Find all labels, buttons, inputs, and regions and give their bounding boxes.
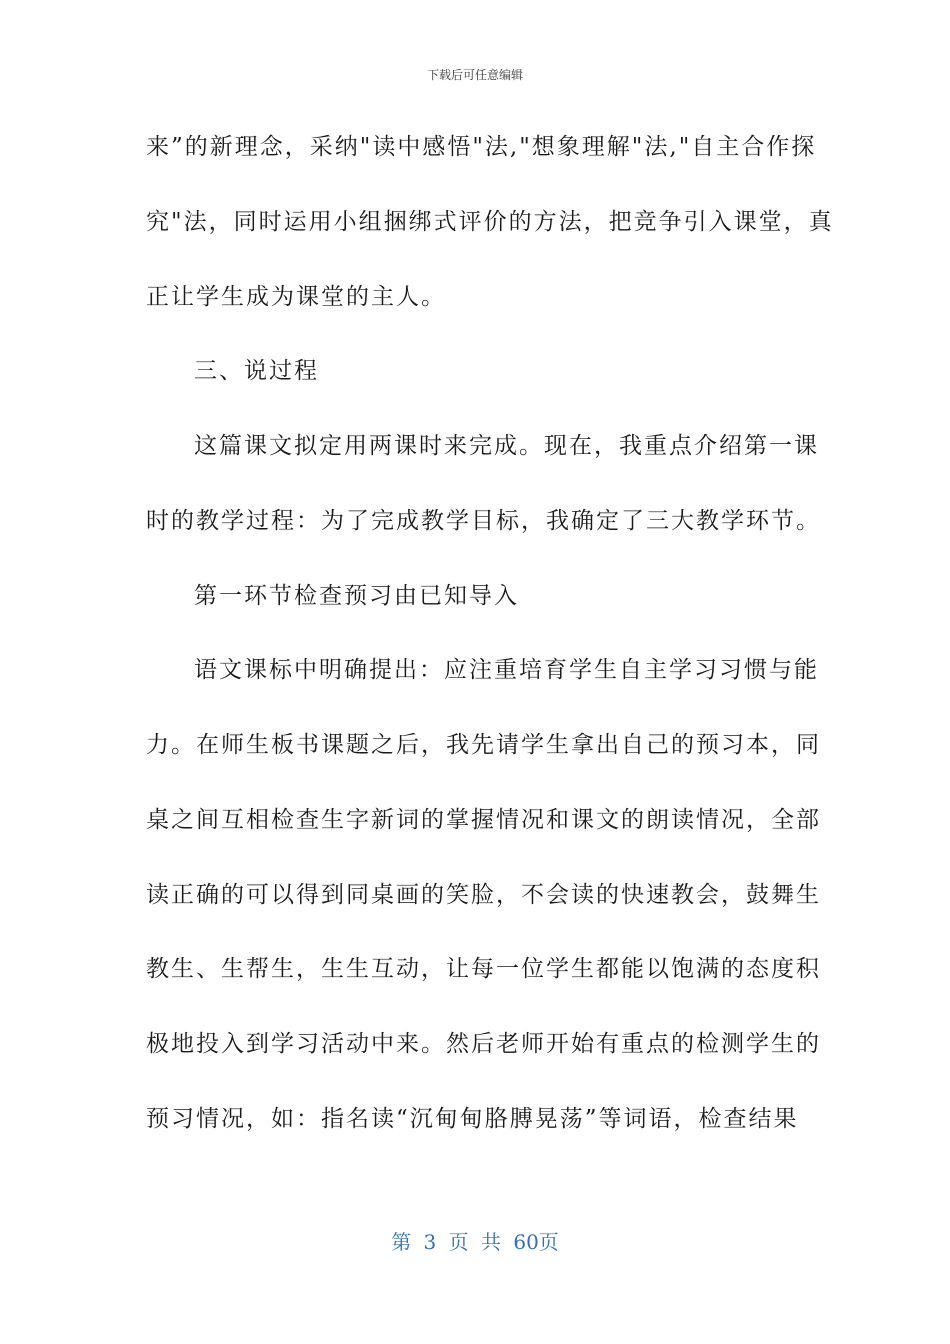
paragraph-line: 桌之间互相检查生字新词的掌握情况和课文的朗读情况，全部: [146, 807, 821, 833]
paragraph-line: 力。在师生板书课题之后，我先请学生拿出自己的预习本，同: [146, 732, 821, 758]
paragraph-line: 读正确的可以得到同桌画的笑脸，不会读的快速教会，鼓舞生: [146, 882, 821, 908]
paragraph-line: 预习情况，如：指名读“沉甸甸胳膊晃荡”等词语，检查结果: [146, 1106, 799, 1132]
paragraph-line: 极地投入到学习活动中来。然后老师开始有重点的检测学生的: [146, 1031, 821, 1057]
paragraph-line: 正让学生成为课堂的主人。: [146, 284, 446, 310]
page-number-footer: 第 3 页 共 60页: [391, 1230, 559, 1254]
paragraph-line: 教生、生帮生，生生互动，让每一位学生都能以饱满的态度积: [146, 956, 821, 982]
paragraph-line: 来”的新理念，采纳"读中感悟"法,"想象理解"法,"自主合作探: [146, 134, 817, 160]
paragraph-line: 时的教学过程：为了完成教学目标，我确定了三大教学环节。: [146, 508, 821, 534]
paragraph-line: 究"法，同时运用小组捆绑式评价的方法，把竞争引入课堂，真: [146, 209, 834, 235]
page-header: 下载后可任意编辑: [426, 68, 523, 82]
paragraph-line: 这篇课文拟定用两课时来完成。现在，我重点介绍第一课: [194, 433, 819, 459]
section-heading: 三、说过程: [194, 358, 319, 384]
subsection-heading: 第一环节检查预习由已知导入: [194, 583, 519, 609]
paragraph-line: 语文课标中明确提出：应注重培育学生自主学习习惯与能: [194, 657, 819, 683]
